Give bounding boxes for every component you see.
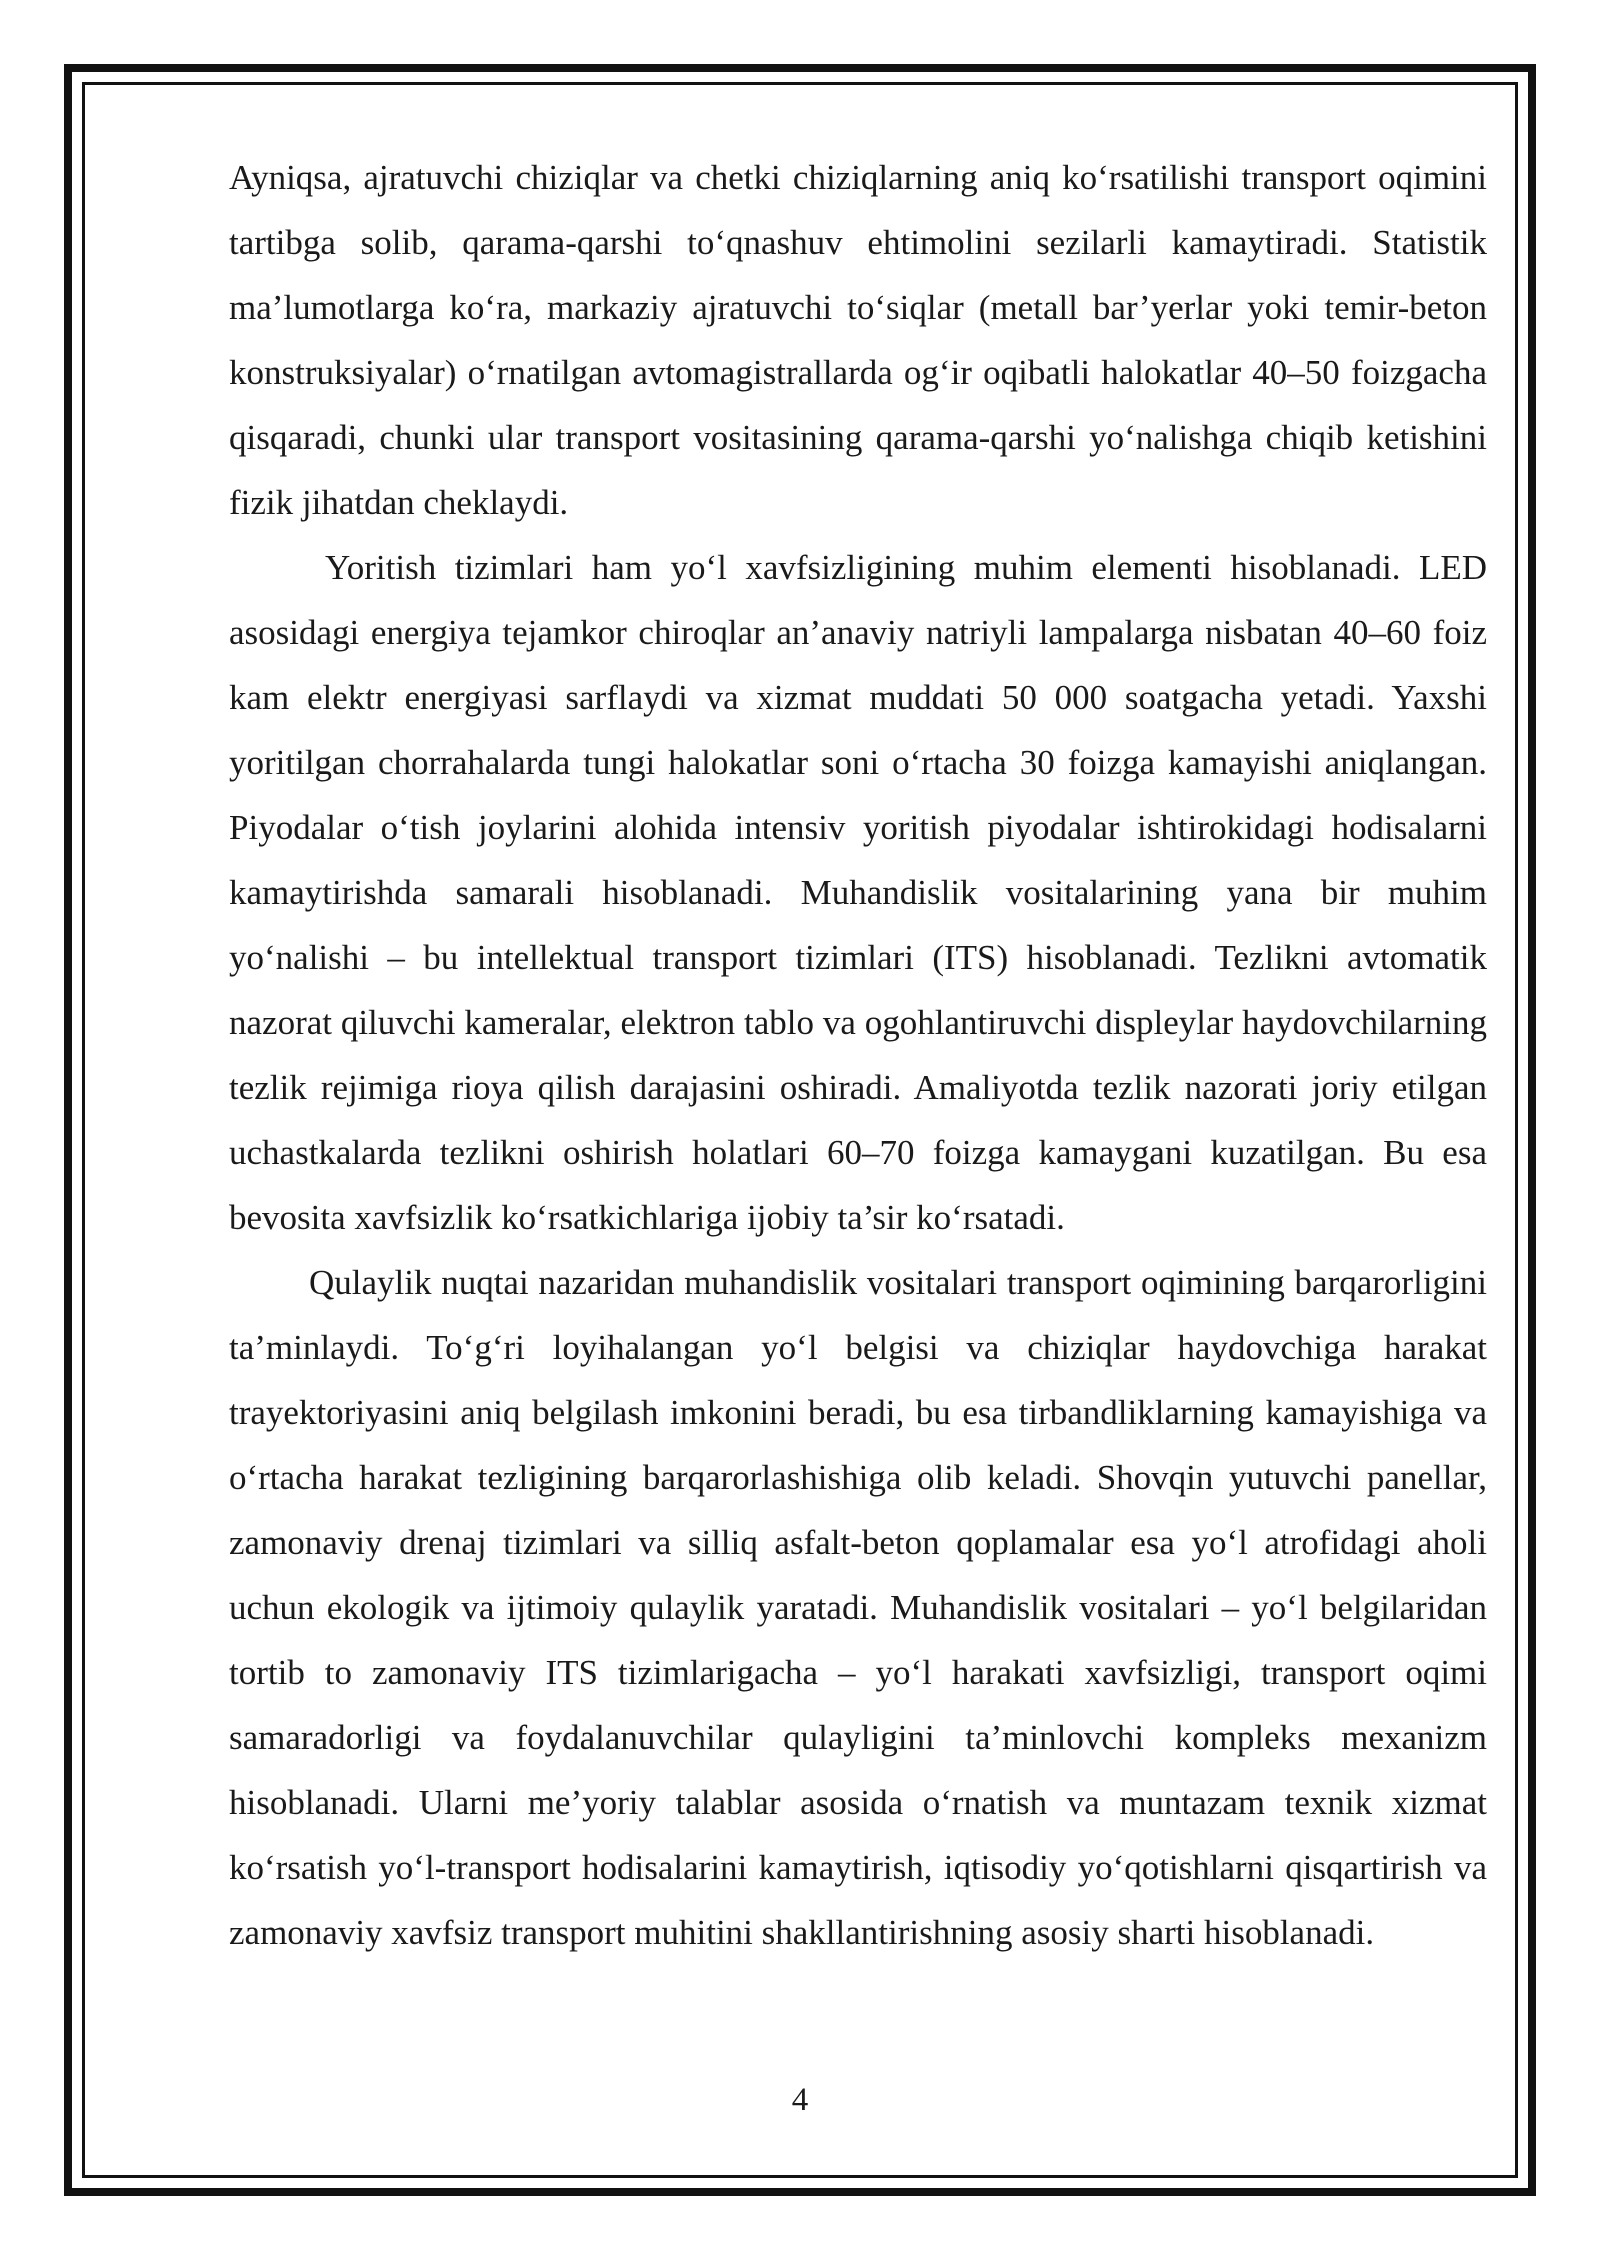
paragraph-3: Qulaylik nuqtai nazaridan muhandislik vositalari transport oqimining barqarorligini ta’minlaydi. To‘g‘ri loyihalangan yo‘l belgisi va chiziqlar haydovchiga harakat trayektoriyasini aniq belgilash imkonini beradi, bu esa tirbandliklarning kamayishiga va o‘rtacha harakat tezligining barqarorlashishiga olib keladi. Shovqin yutuvchi panellar, zamonaviy drenaj tizimlari va silliq asfalt-beton qoplamalar esa yo‘l atrofidagi aholi uchun ekologik va ijtimoiy qulaylik yaratadi. Muhandislik vositalari – yo‘l belgilaridan tortib to zamonaviy ITS tizimlarigacha – yo‘l harakati xavfsizligi, transport oqimi samaradorligi va foydalanuvchilar qulayligini ta’minlovchi kompleks mexanizm hisoblanadi. Ularni me’yoriy talablar asosida o‘rnatish va muntazam texnik xizmat ko‘rsatish yo‘l-transport hodisalarini kamaytirish, iqtisodiy yo‘qotishlarni qisqartirish va zamonaviy xavfsiz transport muhitini shakllantirishning asosiy sharti hisoblanadi.: [229, 1263, 1487, 1952]
page-number: 4: [791, 2082, 809, 2118]
document-body: [229, 145, 1487, 1965]
paragraph-1: Ayniqsa, ajratuvchi chiziqlar va chetki chiziqlarning aniq ko‘rsatilishi transport oqimini tartibga solib, qarama-qarshi to‘qnashuv ehtimolini sezilarli kamaytiradi. Statistik ma’lumotlarga ko‘ra, markaziy ajratuvchi to‘siqlar (metall bar’yerlar yoki temir-beton konstruksiyalar) o‘rnatilgan avtomagistrallarda og‘ir oqibatli halokatlar 40–50 foizgacha qisqaradi, chunki ular transport vositasining qarama-qarshi yo‘nalishga chiqib ketishini fizik jihatdan cheklaydi.: [229, 158, 1487, 522]
paragraph-2: Yoritish tizimlari ham yo‘l xavfsizligining muhim elementi hisoblanadi. LED asosidagi energiya tejamkor chiroqlar an’anaviy natriyli lampalarga nisbatan 40–60 foiz kam elektr energiyasi sarflaydi va xizmat muddati 50 000 soatgacha yetadi. Yaxshi yoritilgan chorrahalarda tungi halokatlar soni o‘rtacha 30 foizga kamayishi aniqlangan. Piyodalar o‘tish joylarini alohida intensiv yoritish piyodalar ishtirokidagi hodisalarni kamaytirishda samarali hisoblanadi. Muhandislik vositalarining yana bir muhim yo‘nalishi – bu intellektual transport tizimlari (ITS) hisoblanadi. Tezlikni avtomatik nazorat qiluvchi kameralar, elektron tablo va ogohlantiruvchi displeylar haydovchilarning tezlik rejimiga rioya qilish darajasini oshiradi. Amaliyotda tezlik nazorati joriy etilgan uchastkalarda tezlikni oshirish holatlari 60–70 foizga kamaygani kuzatilgan. Bu esa bevosita xavfsizlik ko‘rsatkichlariga ijobiy ta’sir ko‘rsatadi.: [229, 548, 1487, 1237]
